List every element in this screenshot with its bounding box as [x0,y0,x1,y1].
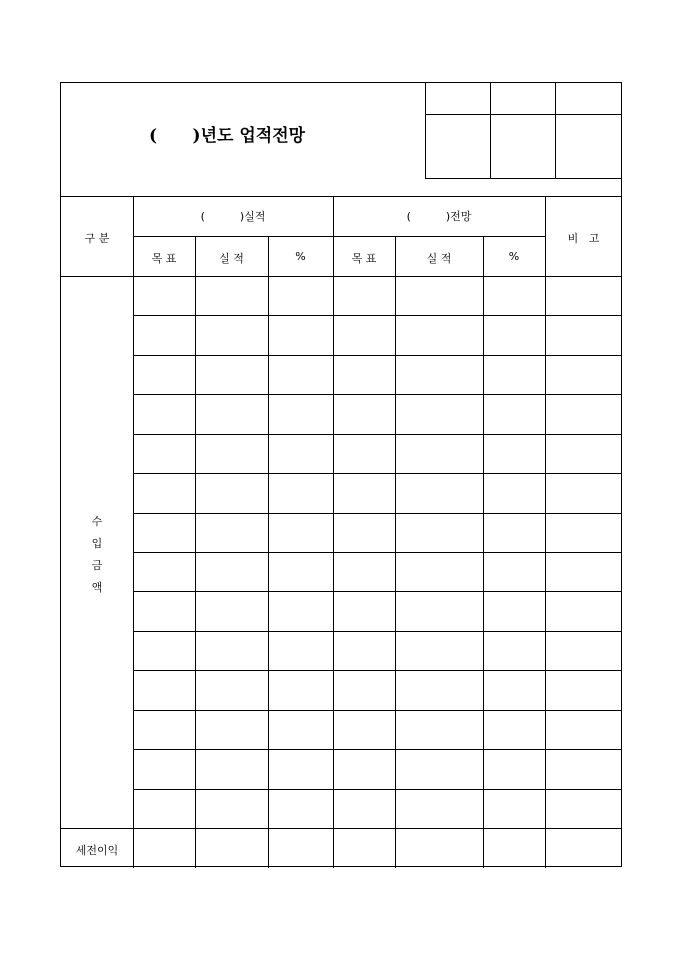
table-row-line [133,315,622,316]
table-row-line [133,434,622,435]
table-row-line [133,710,622,711]
pretax-top-line [61,828,622,829]
table-row-line [133,473,622,474]
header-forecast-group: ( )전망 [406,210,472,223]
subcol-percent-forecast: % [508,250,520,263]
income-label-char: 금 [91,559,103,572]
subcol-target-forecast: 목 표 [351,252,377,265]
approval-box-div2 [555,83,556,178]
subcol-target-actual: 목 표 [151,252,177,265]
table-row-line [133,394,622,395]
col-line-2 [195,236,196,868]
income-label-char: 입 [91,537,103,550]
form-title: ( )년도 업적전망 [149,126,306,146]
table-row-line [133,513,622,514]
col-line-5 [395,236,396,868]
subcol-result-actual: 실 적 [219,252,244,265]
header-gubun: 구 분 [84,232,110,245]
subcol-result-forecast: 실 적 [426,252,452,265]
approval-box-mid [425,114,622,115]
table-row-line [133,552,622,553]
header-remarks: 비 고 [567,232,600,245]
col-line-6 [483,236,484,868]
income-label-char: 액 [91,581,103,594]
approval-box-div1 [490,83,491,178]
income-label-char: 수 [91,515,103,528]
col-line-3 [268,236,269,868]
pretax-profit-label: 세전이익 [75,844,119,857]
col-line-1 [133,196,134,868]
table-row-line [133,789,622,790]
table-row-line [133,670,622,671]
col-line-7 [545,196,546,868]
income-amount-label [61,511,133,599]
table-row-line [133,749,622,750]
header-bottom-line [61,276,622,277]
table-row-line [133,591,622,592]
col-line-4 [333,196,334,868]
subcol-percent-actual: % [295,250,306,263]
approval-box-bottom [425,178,622,179]
approval-box-left [425,83,426,178]
table-row-line [133,631,622,632]
header-actual-group: ( )실적 [200,210,266,223]
performance-outlook-form [60,82,622,867]
table-row-line [133,355,622,356]
title-separator [61,196,622,197]
